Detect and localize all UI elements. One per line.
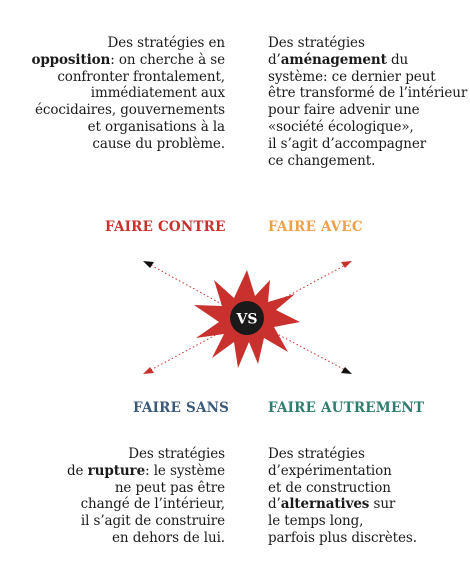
line: confronter frontalement, xyxy=(57,68,225,85)
line: d’aménagement du xyxy=(268,51,409,68)
line: écocidaires, gouvernements xyxy=(35,102,225,119)
keyword-alternatives: alternatives xyxy=(280,496,370,513)
line: système: ce dernier peut xyxy=(268,68,436,85)
line: «société écologique», xyxy=(268,118,414,135)
line: en dehors de lui. xyxy=(112,529,225,546)
line: Des stratégies en xyxy=(107,35,225,51)
line: parfois plus discrètes. xyxy=(268,529,417,546)
line: ce changement. xyxy=(268,152,376,169)
line: changé de l’intérieur, xyxy=(80,496,225,513)
line: Des stratégies xyxy=(268,35,365,51)
line: immédiatement aux xyxy=(90,85,225,102)
arrow-head-icon xyxy=(143,367,154,374)
vs-label: VS xyxy=(236,311,258,328)
keyword-rupture: rupture xyxy=(87,462,146,479)
label-faire-contre: FAIRE CONTRE xyxy=(105,219,226,235)
line: le temps long, xyxy=(268,513,364,530)
label-faire-avec: FAIRE AVEC xyxy=(268,219,363,235)
keyword-amenagement: aménagement xyxy=(280,51,387,68)
line: il s’agit d’accompagner xyxy=(268,135,427,152)
label-faire-autrement: FAIRE AUTREMENT xyxy=(268,400,425,416)
arrow-head-icon xyxy=(341,367,352,374)
line: ne peut pas être xyxy=(114,479,225,496)
line: d’alternatives sur xyxy=(268,496,396,513)
keyword-opposition: opposition xyxy=(31,51,111,68)
line: Des stratégies xyxy=(128,446,225,462)
arrow-head-icon xyxy=(143,261,154,268)
line: Des stratégies xyxy=(268,446,365,462)
text-faire-autrement xyxy=(268,446,468,547)
line: cause du problème. xyxy=(92,135,225,152)
line: il s’agit de construire xyxy=(80,513,225,530)
line: d’expérimentation xyxy=(268,462,392,479)
line: de rupture: le système xyxy=(67,462,225,479)
line: opposition: on cherche à se xyxy=(31,51,225,68)
line: être transformé de l’intérieur xyxy=(268,85,468,102)
line: et organisations à la xyxy=(87,118,225,135)
line: pour faire advenir une xyxy=(268,102,420,119)
line: et de construction xyxy=(268,479,391,496)
label-faire-sans: FAIRE SANS xyxy=(133,400,230,416)
text-faire-sans xyxy=(40,446,225,547)
